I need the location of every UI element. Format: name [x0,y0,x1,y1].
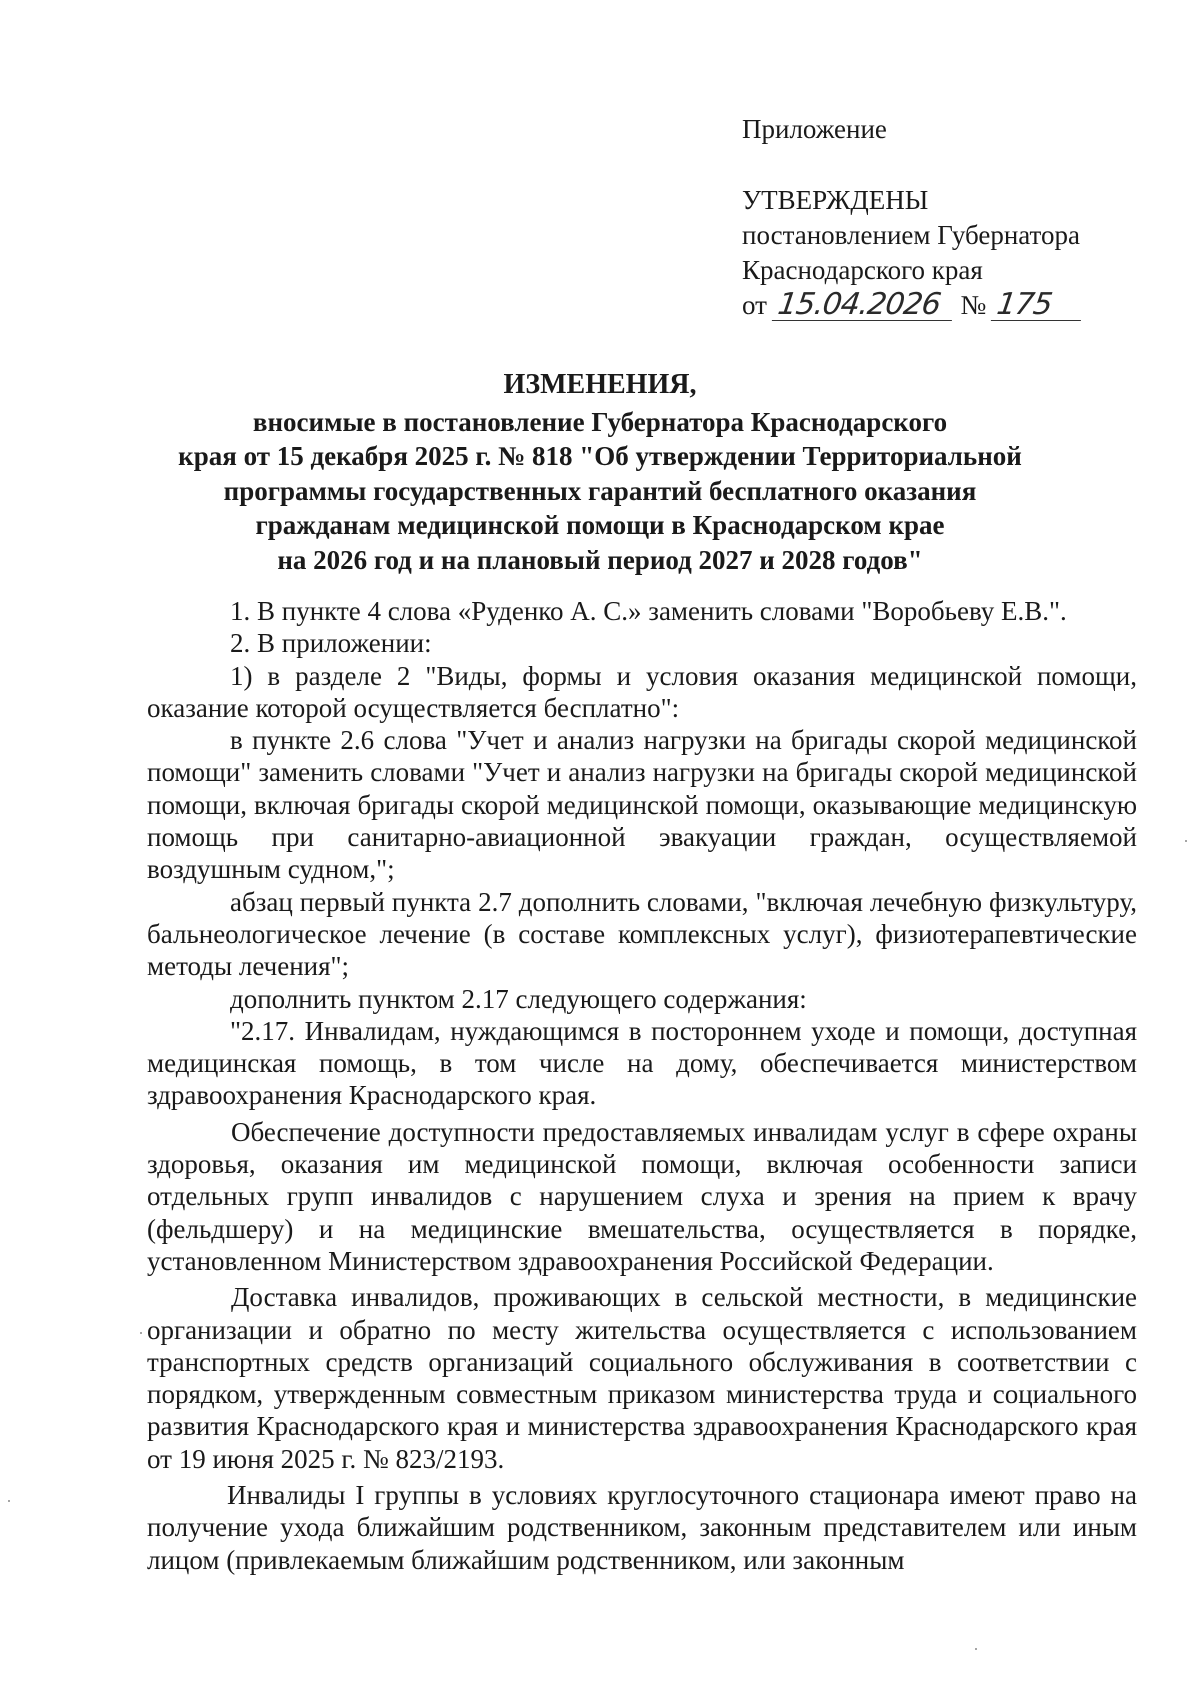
paragraph-2: 2. В приложении: [230,628,432,659]
approved-by-line-2: Краснодарского края [742,255,983,285]
title-line-5: на 2026 год и на плановый период 2027 и 2028 годов" [277,544,923,575]
paragraph-6: дополнить пунктом 2.17 следующего содержания: [230,983,807,1014]
handwritten-date: 15.04.2026 [772,290,956,321]
scan-speck [8,1500,10,1502]
date-prefix: от [742,290,767,320]
title-line-1: вносимые в постановление Губернатора Краснодарского [252,406,948,437]
paragraph-5: абзац первый пункта 2.7 дополнить словами, "включая лечебную физкультуру, бальнеологическое лечение (в составе комплексных услуг), физиотерапевтические методы лечения"; [147,886,1137,982]
number-sign: № [960,290,987,320]
paragraph-1: 1. В пункте 4 слова «Руденко А. С.» заменить словами "Воробьеву Е.В.". [230,596,1067,626]
paragraph-8: Обеспечение доступности предоставляемых инвалидам услуг в сфере охраны здоровья, оказания им медицинской помощи, включая особенности записи отдельных групп инвалидов с нарушением слуха и зрения на прием к врачу (фельдшеру) и на медицинские вмешательства, осуществляется в порядке, установленном Министерством здравоохранения Российской Федерации. [147,1116,1137,1276]
scan-speck [140,1332,142,1334]
paragraph-10: Инвалиды I группы в условиях круглосуточного стационара имеют право на получение ухода ближайшим родственником, законным представителем или иным лицом (привлекаемым ближайшим родственником, или законным [147,1480,1137,1575]
approved-label: УТВЕРЖДЕНЫ [742,185,929,215]
paragraph-3: 1) в разделе 2 "Виды, формы и условия оказания медицинской помощи, оказание которой осуществляется бесплатно": [147,660,1137,723]
paragraph-4: в пункте 2.6 слова "Учет и анализ нагрузки на бригады скорой медицинской помощи" заменить словами "Учет и анализ нагрузки на бригады скорой медицинской помощи, включая бригады скорой медицинской помощи, оказывающие медицинскую помощь при санитарно-авиационной эвакуации граждан, осуществляемой воздушным судном,"; [147,725,1137,885]
approval-date-number-line [742,288,1162,323]
approval-block [742,112,1162,323]
document-title [150,368,1050,577]
approved-by-line-1: постановлением Губернатора [742,220,1080,250]
title-line-3: программы государственных гарантий бесплатного оказания [223,475,977,506]
scan-speck [975,1648,977,1650]
paragraph-7: "2.17. Инвалидам, нуждающимся в постороннем уходе и помощи, доступная медицинская помощь, в том числе на дому, обеспечивается министерством здравоохранения Краснодарского края. [147,1015,1137,1111]
appendix-label: Приложение [742,114,887,144]
scan-speck [1185,840,1187,842]
title-heading: ИЗМЕНЕНИЯ, [503,369,697,400]
document-body [147,595,1137,1576]
title-line-4: гражданам медицинской помощи в Краснодарском крае [255,510,945,540]
paragraph-9: Доставка инвалидов, проживающих в сельской местности, в медицинские организации и обратно по месту жительства осуществляется с использованием транспортных средств организаций социального обслуживания в соответствии с порядком, утвержденным совместным приказом министерства труда и социального развития Краснодарского края и министерства здравоохранения Краснодарского края от 19 июня 2025 г. № 823/2193. [147,1282,1137,1474]
handwritten-number: 175 [991,290,1085,321]
title-line-2: края от 15 декабря 2025 г. № 818 "Об утверждении Территориальной [178,441,1022,471]
